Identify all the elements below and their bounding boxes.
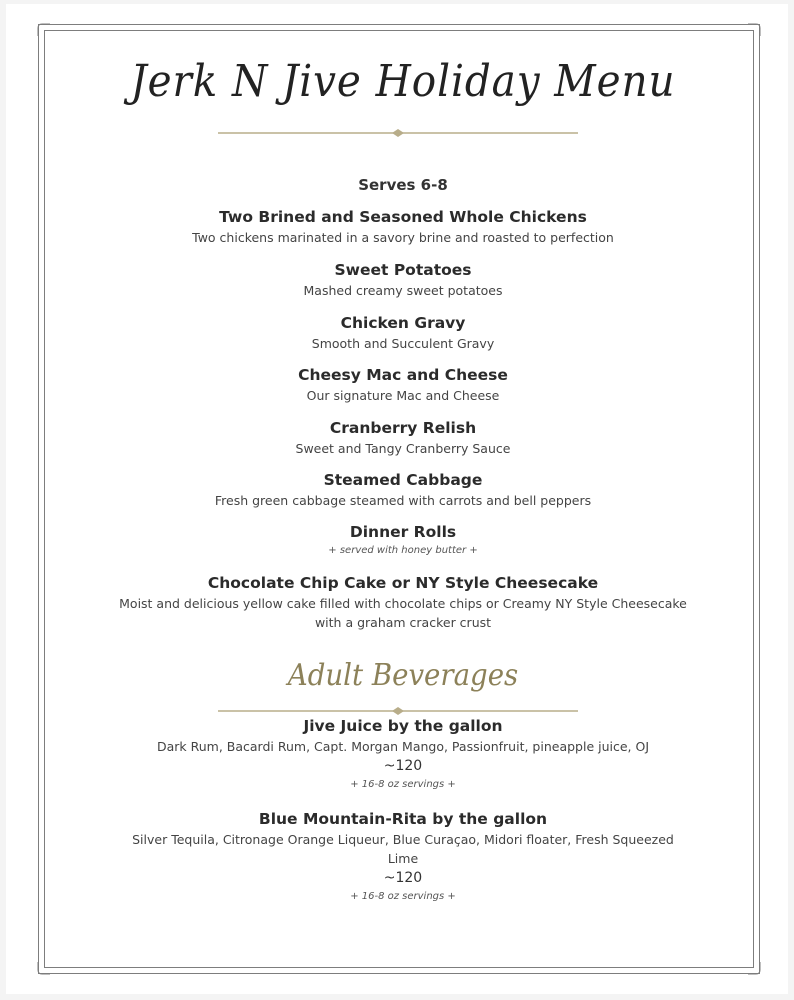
- item-note: + 16-8 oz servings +: [350, 891, 456, 902]
- item-description: Fresh green cabbage steamed with carrots and bell peppers: [214, 493, 592, 508]
- item-name: Sweet Potatoes: [334, 261, 472, 279]
- item-name: Two Brined and Seasoned Whole Chickens: [219, 208, 587, 226]
- item-note: + 16-8 oz servings +: [350, 779, 456, 790]
- item-description: Sweet and Tangy Cranberry Sauce: [295, 441, 511, 456]
- item-note: + served with honey butter +: [328, 545, 478, 556]
- item-name: Chicken Gravy: [340, 314, 466, 332]
- item-name: Dinner Rolls: [349, 523, 457, 541]
- corner-ornament-icon: [746, 960, 762, 976]
- menu-page: [6, 4, 788, 994]
- page-title: Jerk N Jive Holiday Menu: [130, 56, 676, 107]
- item-price: ~120: [383, 870, 423, 886]
- corner-ornament-icon: [36, 960, 52, 976]
- item-description: Silver Tequila, Citronage Orange Liqueur, Blue Curaçao, Midori floater, Fresh Squeezed: [132, 832, 674, 847]
- item-description-continued: Lime: [387, 851, 419, 866]
- item-price: ~120: [383, 758, 423, 774]
- menu-item: [66, 470, 740, 510]
- divider-ornament-icon: [218, 126, 578, 140]
- beverage-item: [66, 716, 740, 793]
- corner-ornament-icon: [36, 22, 52, 38]
- item-name: Chocolate Chip Cake or NY Style Cheesecake: [207, 574, 599, 592]
- menu-item: [66, 313, 740, 353]
- serves-label: Serves 6-8: [358, 176, 448, 194]
- menu-item: [66, 207, 740, 247]
- item-name: Cheesy Mac and Cheese: [298, 366, 508, 384]
- menu-item: [66, 522, 740, 559]
- item-description: Dark Rum, Bacardi Rum, Capt. Morgan Mango, Passionfruit, pineapple juice, OJ: [156, 739, 650, 754]
- menu-item: [66, 365, 740, 405]
- item-description: Moist and delicious yellow cake filled with chocolate chips or Creamy NY Style Cheesecake: [119, 596, 687, 611]
- menu-item: [66, 573, 740, 632]
- corner-ornament-icon: [746, 22, 762, 38]
- item-description: Two chickens marinated in a savory brine and roasted to perfection: [192, 230, 614, 245]
- item-description: Our signature Mac and Cheese: [306, 388, 500, 403]
- section-title: Adult Beverages: [287, 658, 519, 693]
- item-description-continued: with a graham cracker crust: [314, 615, 492, 630]
- menu-item: [66, 260, 740, 300]
- menu-item: [66, 418, 740, 458]
- item-description: Mashed creamy sweet potatoes: [303, 283, 503, 298]
- item-name: Jive Juice by the gallon: [303, 717, 503, 735]
- item-name: Steamed Cabbage: [323, 471, 483, 489]
- item-name: Blue Mountain-Rita by the gallon: [258, 810, 548, 828]
- item-description: Smooth and Succulent Gravy: [311, 336, 495, 351]
- beverage-item: [66, 809, 740, 905]
- item-name: Cranberry Relish: [329, 419, 477, 437]
